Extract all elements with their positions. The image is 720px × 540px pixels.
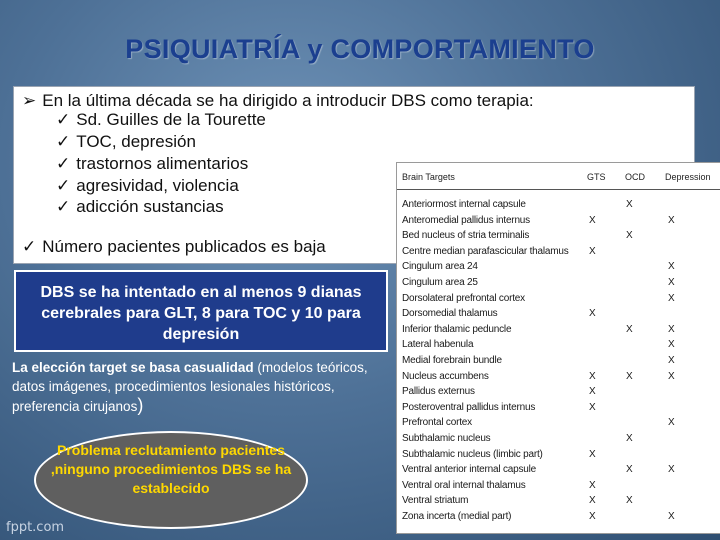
gts-mark: X: [589, 479, 596, 491]
target-name: Cingulum area 25: [402, 277, 478, 288]
table-row: [397, 385, 720, 400]
gts-mark: X: [589, 448, 596, 460]
target-name: Dorsolateral prefrontal cortex: [402, 292, 525, 304]
header-gts: GTS: [587, 172, 606, 182]
target-name: Nucleus accumbens: [402, 370, 489, 382]
brain-targets-table: [396, 162, 720, 534]
depression-mark: X: [668, 339, 675, 351]
slide-title: PSIQUIATRÍA y COMPORTAMIENTO: [125, 34, 595, 64]
depression-mark: X: [668, 261, 675, 273]
table-row: [397, 370, 720, 385]
target-name: Medial forebrain bundle: [402, 355, 502, 366]
list-item: ✓ agresividad, violencia: [56, 176, 239, 195]
target-name: Anteriormost internal capsule: [402, 199, 526, 210]
arrow-bullet-icon: ➢: [22, 91, 37, 110]
ocd-mark: X: [626, 464, 633, 476]
ocd-mark: X: [626, 230, 633, 242]
target-selection-paragraph: La elección target se basa casualidad (modelos teóricos, datos imágenes, procedimientos lesionales históricos, preferencia cirujanos): [12, 360, 368, 415]
ocd-mark: X: [626, 370, 633, 382]
table-row: [397, 292, 720, 307]
header-brain-targets: Brain Targets: [402, 172, 455, 182]
target-name: Cingulum area 24: [402, 261, 478, 273]
ocd-mark: X: [626, 433, 633, 444]
target-name: Ventral oral internal thalamus: [402, 479, 526, 491]
table-row: [397, 416, 720, 431]
table-row: [397, 276, 720, 291]
recruitment-problem-text: Problema reclutamiento pacientes ,ninguno procedimientos DBS se ha establecido: [50, 442, 292, 496]
gts-mark: X: [589, 214, 596, 226]
header-ocd: OCD: [625, 172, 645, 182]
depression-mark: X: [668, 511, 675, 522]
checkmark-icon: ✓: [56, 197, 71, 216]
table-row: [397, 260, 720, 275]
target-name: Ventral striatum: [402, 495, 469, 507]
depression-mark: X: [668, 323, 675, 335]
target-name: Pallidus externus: [402, 386, 475, 398]
table-row: [397, 463, 720, 478]
target-name: Inferior thalamic peduncle: [402, 323, 512, 335]
table-header: [397, 163, 720, 190]
target-name: Dorsomedial thalamus: [402, 308, 498, 320]
target-name: Prefrontal cortex: [402, 417, 472, 429]
gts-mark: X: [589, 370, 596, 382]
list-item: ✓ TOC, depresión: [56, 132, 196, 151]
table-row: [397, 245, 720, 260]
target-name: Posteroventral pallidus internus: [402, 401, 536, 413]
intro-text: En la última década se ha dirigido a introducir DBS como terapia:: [42, 91, 534, 110]
gts-mark: X: [589, 386, 596, 398]
watermark: fppt.com: [6, 520, 65, 535]
depression-mark: X: [668, 355, 675, 366]
target-name: Lateral habenula: [402, 339, 474, 351]
gts-mark: X: [589, 511, 596, 522]
depression-mark: X: [668, 464, 675, 476]
table-row: [397, 354, 720, 369]
target-name: Centre median parafascicular thalamus: [402, 245, 569, 257]
table-row: [397, 307, 720, 322]
target-name: Bed nucleus of stria terminalis: [402, 230, 530, 242]
target-name: Subthalamic nucleus: [402, 433, 491, 444]
checkmark-icon: ✓: [56, 132, 71, 151]
depression-mark: X: [668, 292, 675, 304]
checkmark-icon: ✓: [56, 110, 71, 129]
table-row: [397, 198, 720, 213]
table-row: [397, 214, 720, 229]
ocd-mark: X: [626, 199, 633, 210]
table-row: [397, 229, 720, 244]
dbs-targets-callout: DBS se ha intentado en al menos 9 dianas cerebrales para GLT, 8 para TOC y 10 para depresión: [14, 270, 388, 352]
gts-mark: X: [589, 495, 596, 507]
list-item: ✓ trastornos alimentarios: [56, 154, 249, 173]
target-name: Subthalamic nucleus (limbic part): [402, 448, 543, 460]
list-item: ✓ adicción sustancias: [56, 197, 224, 216]
table-row: [397, 401, 720, 416]
ocd-mark: X: [626, 495, 633, 507]
checkmark-icon: ✓: [56, 176, 71, 195]
header-depression: Depression: [665, 172, 711, 182]
table-row: [397, 479, 720, 494]
intro-line: [22, 91, 534, 111]
checkmark-icon: ✓: [56, 154, 71, 173]
patients-note: ✓ Número pacientes publicados es baja: [22, 237, 326, 256]
depression-mark: X: [668, 277, 675, 288]
depression-mark: X: [668, 417, 675, 429]
depression-mark: X: [668, 214, 675, 226]
checkmark-icon: ✓: [22, 237, 37, 256]
table-row: [397, 494, 720, 509]
target-name: Zona incerta (medial part): [402, 511, 512, 522]
list-item: ✓ Sd. Guilles de la Tourette: [56, 110, 266, 129]
table-row: [397, 448, 720, 463]
gts-mark: X: [589, 308, 596, 320]
gts-mark: X: [589, 245, 596, 257]
ocd-mark: X: [626, 323, 633, 335]
target-name: Anteromedial pallidus internus: [402, 214, 530, 226]
gts-mark: X: [589, 401, 596, 413]
table-row: [397, 323, 720, 338]
table-row: [397, 432, 720, 447]
table-row: [397, 510, 720, 525]
table-row: [397, 338, 720, 353]
depression-mark: X: [668, 370, 675, 382]
target-name: Ventral anterior internal capsule: [402, 464, 537, 476]
